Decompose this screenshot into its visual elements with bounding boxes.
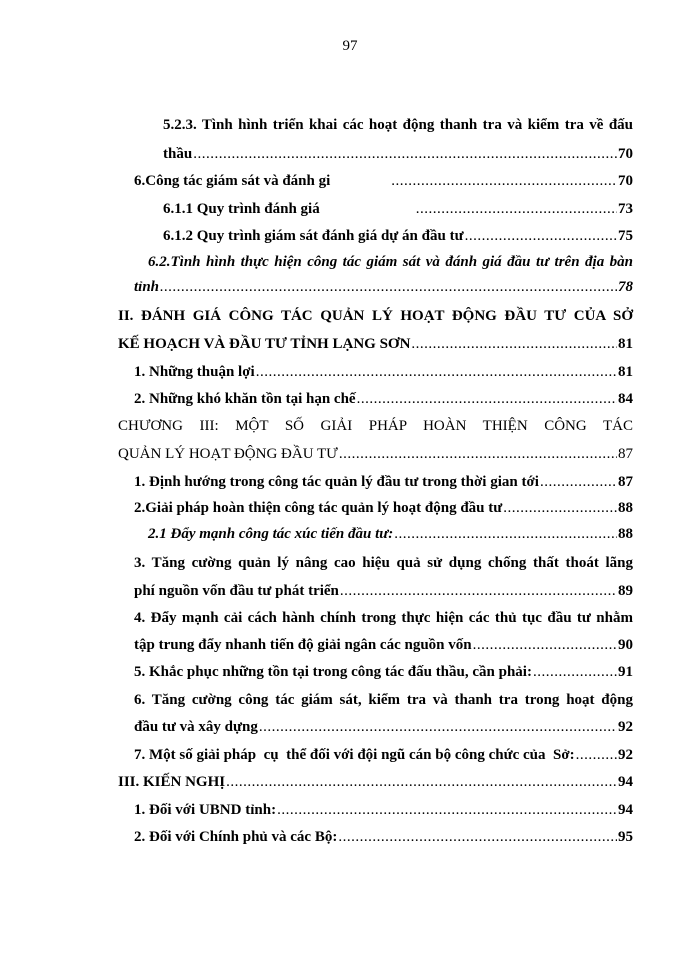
toc-entry-title: 6. Tăng cường công tác giám sát, kiểm tra và thanh tra trong hoạt động bbox=[134, 692, 633, 708]
toc-entry-iii-2-1[interactable] bbox=[148, 523, 633, 545]
dot-leader bbox=[540, 471, 617, 493]
toc-entry-page: 88 bbox=[618, 526, 633, 542]
toc-entry-6-1-1[interactable] bbox=[163, 198, 633, 220]
toc-entry-page: 94 bbox=[618, 802, 633, 818]
toc-entry-page: 84 bbox=[618, 391, 633, 407]
dot-leader bbox=[391, 170, 617, 192]
toc-entry-title: 5. Khắc phục những tồn tại trong công tác đấu thầu, cần phải: bbox=[134, 664, 532, 680]
dot-leader bbox=[576, 744, 617, 766]
toc-entry-6[interactable] bbox=[134, 170, 633, 192]
toc-entry-title: 1. Đối với UBND tỉnh: bbox=[134, 802, 277, 818]
toc-entry-iii-6[interactable] bbox=[134, 689, 633, 711]
dot-leader bbox=[340, 580, 617, 602]
toc-entry-title: tập trung đẩy nhanh tiến độ giải ngân các nguồn vốn bbox=[134, 637, 472, 653]
dot-leader bbox=[394, 523, 617, 545]
toc-entry-iii-5[interactable] bbox=[134, 661, 633, 683]
dot-leader bbox=[338, 826, 617, 848]
dot-leader bbox=[277, 799, 617, 821]
dot-leader bbox=[533, 661, 617, 683]
toc-entry-page: 95 bbox=[618, 829, 633, 845]
toc-entry-iii-2[interactable] bbox=[134, 497, 633, 519]
toc-entry-page: 87 bbox=[618, 474, 633, 490]
toc-entry-ii-2[interactable] bbox=[134, 388, 633, 410]
toc-entry-page: 92 bbox=[618, 747, 633, 763]
dot-leader bbox=[160, 276, 617, 298]
toc-entry-iii-4[interactable] bbox=[134, 607, 633, 629]
toc-entry-page: 70 bbox=[618, 173, 633, 189]
toc-entry-ii-1[interactable] bbox=[134, 361, 633, 383]
dot-leader bbox=[411, 333, 617, 355]
dot-leader bbox=[416, 198, 617, 220]
toc-entry-title: 6.1.2 Quy trình giám sát đánh giá dự án đầu tư bbox=[163, 228, 464, 244]
toc-entry-iii-3[interactable] bbox=[134, 552, 633, 574]
toc-entry-6-2-cont[interactable] bbox=[134, 276, 633, 298]
toc-entry-iii-7[interactable] bbox=[134, 744, 633, 766]
toc-entry-title: 7. Một số giải pháp cụ thể đối với đội ngũ cán bộ công chức của Sở: bbox=[134, 747, 575, 763]
dot-leader bbox=[339, 443, 617, 465]
toc-entry-page: 89 bbox=[618, 583, 633, 599]
dot-leader bbox=[503, 497, 617, 519]
toc-entry-title: 2.1 Đẩy mạnh công tác xúc tiến đầu tư: bbox=[148, 526, 394, 542]
toc-entry-page: 92 bbox=[618, 719, 633, 735]
dot-leader bbox=[357, 388, 617, 410]
toc-entry-page: 94 bbox=[618, 774, 633, 790]
toc-entry-title: thầu bbox=[163, 146, 193, 162]
toc-entry-title: II. ĐÁNH GIÁ CÔNG TÁC QUẢN LÝ HOẠT ĐỘNG ĐẦU TƯ CỦA SỞ bbox=[118, 308, 633, 324]
dot-leader bbox=[193, 143, 617, 165]
toc-entry-title: CHƯƠNG III: MỘT SỐ GIẢI PHÁP HOÀN THIỆN CÔNG TÁC bbox=[118, 418, 633, 434]
toc-entry-chapter-iii[interactable] bbox=[118, 415, 633, 437]
toc-entry-title: 2. Những khó khăn tồn tại hạn chế bbox=[134, 391, 356, 407]
toc-entry-page: 88 bbox=[618, 500, 633, 516]
toc-entry-title: 6.1.1 Quy trình đánh giá bbox=[163, 201, 320, 217]
dot-leader bbox=[473, 634, 617, 656]
toc-entry-title: tỉnh bbox=[134, 279, 160, 295]
toc-entry-section-iii[interactable] bbox=[118, 771, 633, 793]
toc-entry-title: phí nguồn vốn đầu tư phát triển bbox=[134, 583, 339, 599]
toc-entry-kn-1[interactable] bbox=[134, 799, 633, 821]
dot-leader bbox=[259, 716, 617, 738]
dot-leader bbox=[226, 771, 617, 793]
toc-entry-5-2-3-cont[interactable] bbox=[163, 143, 633, 165]
toc-entry-page: 73 bbox=[618, 201, 633, 217]
toc-entry-page: 90 bbox=[618, 637, 633, 653]
toc-entry-title: đầu tư và xây dựng bbox=[134, 719, 258, 735]
toc-entry-title: KẾ HOẠCH VÀ ĐẦU TƯ TỈNH LẠNG SƠN bbox=[118, 336, 411, 352]
toc-entry-chapter-iii-cont[interactable] bbox=[118, 443, 633, 465]
toc-entry-page: 91 bbox=[618, 664, 633, 680]
toc-entry-iii-6-cont[interactable] bbox=[134, 716, 633, 738]
toc-entry-title: 3. Tăng cường quản lý nâng cao hiệu quả sử dụng chống thất thoát lãng bbox=[134, 555, 633, 571]
toc-entry-iii-3-cont[interactable] bbox=[134, 580, 633, 602]
toc-entry-6-2[interactable] bbox=[148, 251, 633, 273]
toc-entry-section-ii-cont[interactable] bbox=[118, 333, 633, 355]
toc-entry-6-1-2[interactable] bbox=[163, 225, 633, 247]
toc-entry-title: 2.Giải pháp hoàn thiện công tác quản lý hoạt động đầu tư bbox=[134, 500, 503, 516]
toc-entry-page: 87 bbox=[618, 446, 633, 462]
toc-entry-page: 70 bbox=[618, 146, 633, 162]
toc-entry-iii-4-cont[interactable] bbox=[134, 634, 633, 656]
toc-entry-title: III. KIẾN NGHỊ bbox=[118, 774, 226, 790]
toc-entry-title: 1. Định hướng trong công tác quản lý đầu tư trong thời gian tới bbox=[134, 474, 539, 490]
toc-entry-section-ii[interactable] bbox=[118, 305, 633, 327]
toc-entry-title: 2. Đối với Chính phủ và các Bộ: bbox=[134, 829, 338, 845]
toc-entry-page: 75 bbox=[618, 228, 633, 244]
page-number: 97 bbox=[342, 38, 358, 54]
toc-entry-iii-1[interactable] bbox=[134, 471, 633, 493]
toc-entry-page: 81 bbox=[618, 364, 633, 380]
toc-entry-kn-2[interactable] bbox=[134, 826, 633, 848]
toc-entry-title: 1. Những thuận lợi bbox=[134, 364, 255, 380]
toc-entry-title: 5.2.3. Tình hình triển khai các hoạt động thanh tra và kiểm tra về đấu bbox=[163, 117, 633, 133]
toc-entry-title: 6.2.Tình hình thực hiện công tác giám sát và đánh giá đầu tư trên địa bàn bbox=[148, 254, 633, 270]
toc-entry-page: 78 bbox=[618, 279, 633, 295]
toc-entry-5-2-3[interactable] bbox=[163, 114, 633, 136]
toc-entry-page: 81 bbox=[618, 336, 633, 352]
dot-leader bbox=[256, 361, 617, 383]
toc-entry-title: QUẢN LÝ HOẠT ĐỘNG ĐẦU TƯ bbox=[118, 446, 338, 462]
toc-entry-title: 6.Công tác giám sát và đánh gi bbox=[134, 173, 331, 189]
toc-entry-title: 4. Đẩy mạnh cải cách hành chính trong thực hiện các thủ tục đầu tư nhằm bbox=[134, 610, 633, 626]
dot-leader bbox=[465, 225, 617, 247]
